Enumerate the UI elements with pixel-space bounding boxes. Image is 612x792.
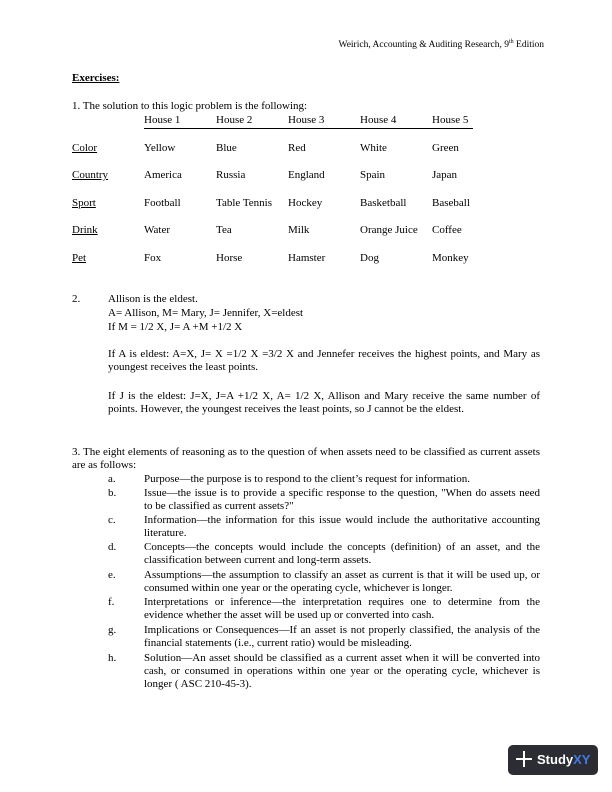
table-cell: Table Tennis [216,197,272,209]
table-cell: Blue [216,142,237,154]
q3-item-letter: e. [108,569,116,581]
q3-item-text: Solution—An asset should be classified as a current asset when it will be converted into cash, or consumed in operations within one year or the operating cycle, whichever is longer ( ASC 210-45-3). [144,652,540,691]
table-cell: Hockey [288,197,323,209]
q2-line-1: Allison is the eldest. [108,293,198,305]
table-cell: Yellow [144,142,176,154]
table-cell: Basketball [360,197,407,209]
house-header-1: House 1 [144,114,181,126]
table-cell: Spain [360,169,386,181]
q3-item-text: Interpretations or inference—the interpretation requires one to determine from the evidence whether the asset will be used up or converted into cash. [144,596,540,622]
header-tail: Edition [513,40,544,50]
row-label-sport: Sport [72,197,96,209]
q3-item-text: Purpose—the purpose is to respond to the client’s request for information. [144,473,470,485]
badge-logo-text [537,753,590,767]
table-cell: England [288,169,325,181]
q3-item-letter: f. [108,596,115,608]
table-cell: Dog [360,252,379,264]
table-cell: Tea [216,224,232,236]
q3-item-text: Concepts—the concepts would include the concepts (definition) of an asset, and the classification between current and long-term assets. [144,541,540,567]
studyxy-badge[interactable] [508,745,598,775]
q3-item-letter: b. [108,487,117,499]
q2-paragraph-2: If J is the eldest: J=X, J=A +1/2 X, A= 1/2 X, Allison and Mary receive the same number of points. However, the youngest receives the least points, so J cannot be the eldest. [108,390,540,416]
q3-item-text: Assumptions—the assumption to classify an asset as current is that it will be used up, or consumed within one year or the operating cycle, whichever is longer. [144,569,540,595]
table-cell: Milk [288,224,310,236]
q3-item-letter: g. [108,624,117,636]
q1-intro: 1. The solution to this logic problem is the following: [72,100,308,112]
house-header-3: House 3 [288,114,325,126]
table-cell: Football [144,197,181,209]
table-cell: Green [432,142,459,154]
table-cell: Japan [432,169,458,181]
row-label-country: Country [72,169,109,181]
q2-line-3: If M = 1/2 X, J= A +M +1/2 X [108,321,243,333]
table-cell: Baseball [432,197,470,209]
header-text: Weirich, Accounting & Auditing Research, 9 [338,40,509,50]
table-cell: Russia [216,169,246,181]
badge-name: Study [537,752,574,767]
table-cell: Fox [144,252,162,264]
q3-item-letter: c. [108,514,116,526]
table-cell: White [360,142,387,154]
q2-line-2: A= Allison, M= Mary, J= Jennifer, X=eldest [108,307,304,319]
q3-intro-text: 3. The eight elements of reasoning as to the question of when assets need to be classified as current assets are as follows: [72,446,540,472]
q3-item-letter: h. [108,652,117,664]
q2-paragraph-1: If A is eldest: A=X, J= X =1/2 X =3/2 X and Jennefer receives the highest points, and Mary as youngest receives the least points. [108,348,540,374]
running-header [339,39,545,52]
header-superscript: th [508,38,514,45]
q3-intro [72,446,540,472]
row-label-drink: Drink [72,224,98,236]
table-cell: Monkey [432,252,469,264]
table-cell: Water [144,224,170,236]
table-cell: Red [288,142,306,154]
table-cell: America [144,169,182,181]
q3-item-text: Implications or Consequences—If an asset is not properly classified, the analysis of the financial statements (i.e., current ratio) would be misleading. [144,624,540,650]
house-header-4: House 4 [360,114,397,126]
house-header-5: House 5 [432,114,469,126]
q3-item-letter: a. [108,473,116,485]
exercises-title: Exercises: [72,72,120,84]
q3-item-text: Issue—the issue is to provide a specific response to the question, "When do assets need to be classified as current assets?" [144,487,540,513]
table-cell: Hamster [288,252,326,264]
badge-suffix: XY [573,752,591,767]
q3-item-text: Information—the information for this issue would include the authoritative accounting literature. [144,514,540,540]
q2-number: 2. [72,293,81,305]
q3-item-letter: d. [108,541,117,553]
row-label-pet: Pet [72,252,87,264]
table-header-underline [144,128,473,129]
house-header-2: House 2 [216,114,253,126]
table-cell: Orange Juice [360,224,418,236]
table-cell: Coffee [432,224,462,236]
plus-icon [516,751,532,767]
row-label-color: Color [72,142,98,154]
table-cell: Horse [216,252,243,264]
